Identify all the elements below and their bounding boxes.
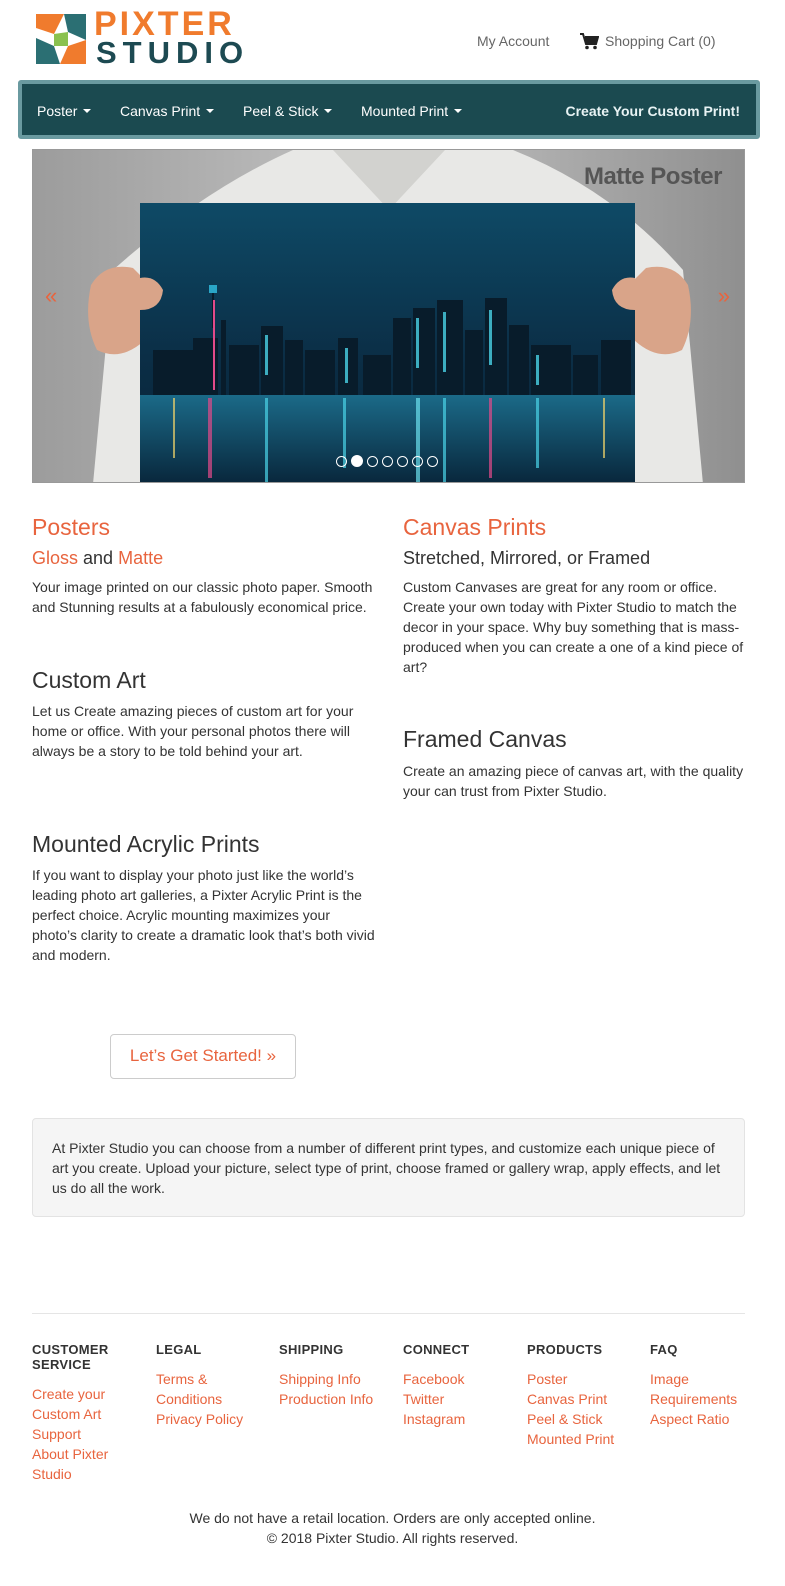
carousel-indicator-dot[interactable]	[351, 455, 363, 467]
carousel-indicator-dot[interactable]	[427, 456, 438, 467]
retail-notice: We do not have a retail location. Orders are only accepted online.	[189, 1510, 596, 1526]
footer-column-heading: CUSTOMER SERVICE	[32, 1342, 109, 1372]
footer-link[interactable]: Terms & Conditions	[156, 1371, 223, 1407]
footer-link[interactable]: Twitter	[403, 1391, 445, 1407]
footer-column-heading: CONNECT	[403, 1342, 470, 1357]
canvas-prints-heading: Canvas Prints	[403, 514, 547, 540]
caret-down-icon	[324, 109, 332, 113]
carousel-next-button[interactable]: »	[717, 283, 730, 308]
nav-mounted-print-dropdown[interactable]	[361, 101, 462, 121]
logo-pinwheel-icon	[34, 12, 88, 66]
footer-column	[32, 1342, 147, 1484]
posters-subheading	[32, 546, 163, 572]
nav-poster-dropdown[interactable]	[37, 101, 91, 121]
site-header	[0, 0, 785, 80]
brand-logo[interactable]	[34, 5, 259, 70]
nav-label: Poster	[37, 103, 78, 119]
footer-link[interactable]: Mounted Print	[527, 1431, 615, 1447]
gloss-label: Gloss	[32, 548, 79, 568]
carousel-slide-image	[33, 150, 745, 483]
nav-label: Mounted Print	[361, 103, 449, 119]
footer-link[interactable]: Peel & Stick	[527, 1411, 603, 1427]
my-account-link[interactable]: My Account	[477, 33, 550, 49]
carousel-indicator-dot[interactable]	[397, 456, 408, 467]
footer-column	[279, 1342, 394, 1409]
nav-label: Peel & Stick	[243, 103, 319, 119]
main-navbar	[18, 80, 760, 139]
custom-art-description: Let us Create amazing pieces of custom art for your home or office. With your personal photos there will always be a story to be told behind your art.	[32, 703, 354, 759]
footer-link[interactable]: Privacy Policy	[156, 1411, 244, 1427]
carousel-indicators	[336, 456, 438, 467]
slide-caption: Matte Poster	[583, 163, 722, 190]
footer-link[interactable]: About Pixter Studio	[32, 1446, 109, 1482]
brand-name-line1: PIXTER	[94, 5, 235, 43]
footer-link[interactable]: Image Requirements	[650, 1371, 738, 1407]
carousel-indicator-dot[interactable]	[412, 456, 423, 467]
footer-link[interactable]: Poster	[527, 1371, 568, 1387]
posters-description: Your image printed on our classic photo paper. Smooth and Stunning results at a fabulously economical price.	[32, 579, 373, 615]
info-well: At Pixter Studio you can choose from a number of different print types, and customize each unique piece of art you create. Upload your picture, select type of print, choose framed or gallery wrap, apply effects, and let us do all the work.	[32, 1118, 745, 1217]
footer-column	[156, 1342, 271, 1429]
carousel-indicator-dot[interactable]	[367, 456, 378, 467]
footer-column	[403, 1342, 518, 1429]
footer-link[interactable]: Shipping Info	[279, 1371, 361, 1387]
matte-label: Matte	[118, 548, 164, 568]
footer-link[interactable]: Support	[32, 1426, 82, 1442]
footer-column-heading: SHIPPING	[279, 1342, 344, 1357]
footer-link[interactable]: Instagram	[403, 1411, 466, 1427]
custom-art-heading: Custom Art	[32, 667, 146, 693]
acrylic-description: If you want to display your photo just like the world’s leading photo art galleries, a Pixter Acrylic Print is the perfect choice. Acrylic mounting maximizes your photo’s clarity to create a dramatic look that’s both vivid and modern.	[32, 867, 375, 963]
shopping-cart-link[interactable]	[580, 31, 716, 51]
framed-canvas-description: Create an amazing piece of canvas art, with the quality your can trust from Pixter Studio.	[403, 763, 744, 799]
nav-peel-stick-dropdown[interactable]	[243, 101, 332, 121]
cart-icon	[580, 33, 599, 50]
framed-canvas-heading: Framed Canvas	[403, 726, 567, 752]
footer-column	[527, 1342, 642, 1449]
footer-column-heading: FAQ	[650, 1342, 678, 1357]
caret-down-icon	[83, 109, 91, 113]
footer-link[interactable]: Facebook	[403, 1371, 465, 1387]
copyright: © 2018 Pixter Studio. All rights reserved.	[266, 1530, 519, 1546]
footer-column	[650, 1342, 765, 1429]
hero-carousel	[32, 149, 745, 483]
caret-down-icon	[454, 109, 462, 113]
cart-label: Shopping Cart (0)	[605, 33, 716, 49]
carousel-indicator-dot[interactable]	[382, 456, 393, 467]
nav-canvas-print-dropdown[interactable]	[120, 101, 214, 121]
nav-label: Canvas Print	[120, 103, 201, 119]
carousel-prev-button[interactable]: «	[45, 283, 58, 308]
canvas-description: Custom Canvases are great for any room or office. Create your own today with Pixter Studio to match the decor in your space. Why buy something that is mass-produced when you can create a one of a kind piece of art?	[403, 579, 744, 675]
footer-link[interactable]: Aspect Ratio	[650, 1411, 730, 1427]
posters-heading: Posters	[32, 514, 110, 540]
footer-divider	[32, 1313, 745, 1314]
carousel-indicator-dot[interactable]	[336, 456, 347, 467]
footer-link[interactable]: Create your Custom Art	[32, 1386, 106, 1422]
footer-link[interactable]: Production Info	[279, 1391, 374, 1407]
footer-column-heading: PRODUCTS	[527, 1342, 603, 1357]
footer-link[interactable]: Canvas Print	[527, 1391, 608, 1407]
acrylic-heading: Mounted Acrylic Prints	[32, 831, 260, 857]
and-label: and	[83, 548, 114, 568]
caret-down-icon	[206, 109, 214, 113]
footer-column-heading: LEGAL	[156, 1342, 202, 1357]
canvas-subheading: Stretched, Mirrored, or Framed	[403, 548, 651, 568]
create-custom-print-link[interactable]: Create Your Custom Print!	[565, 103, 740, 119]
brand-name-line2: STUDIO	[96, 35, 250, 70]
get-started-button[interactable]: Let’s Get Started! »	[110, 1034, 296, 1079]
